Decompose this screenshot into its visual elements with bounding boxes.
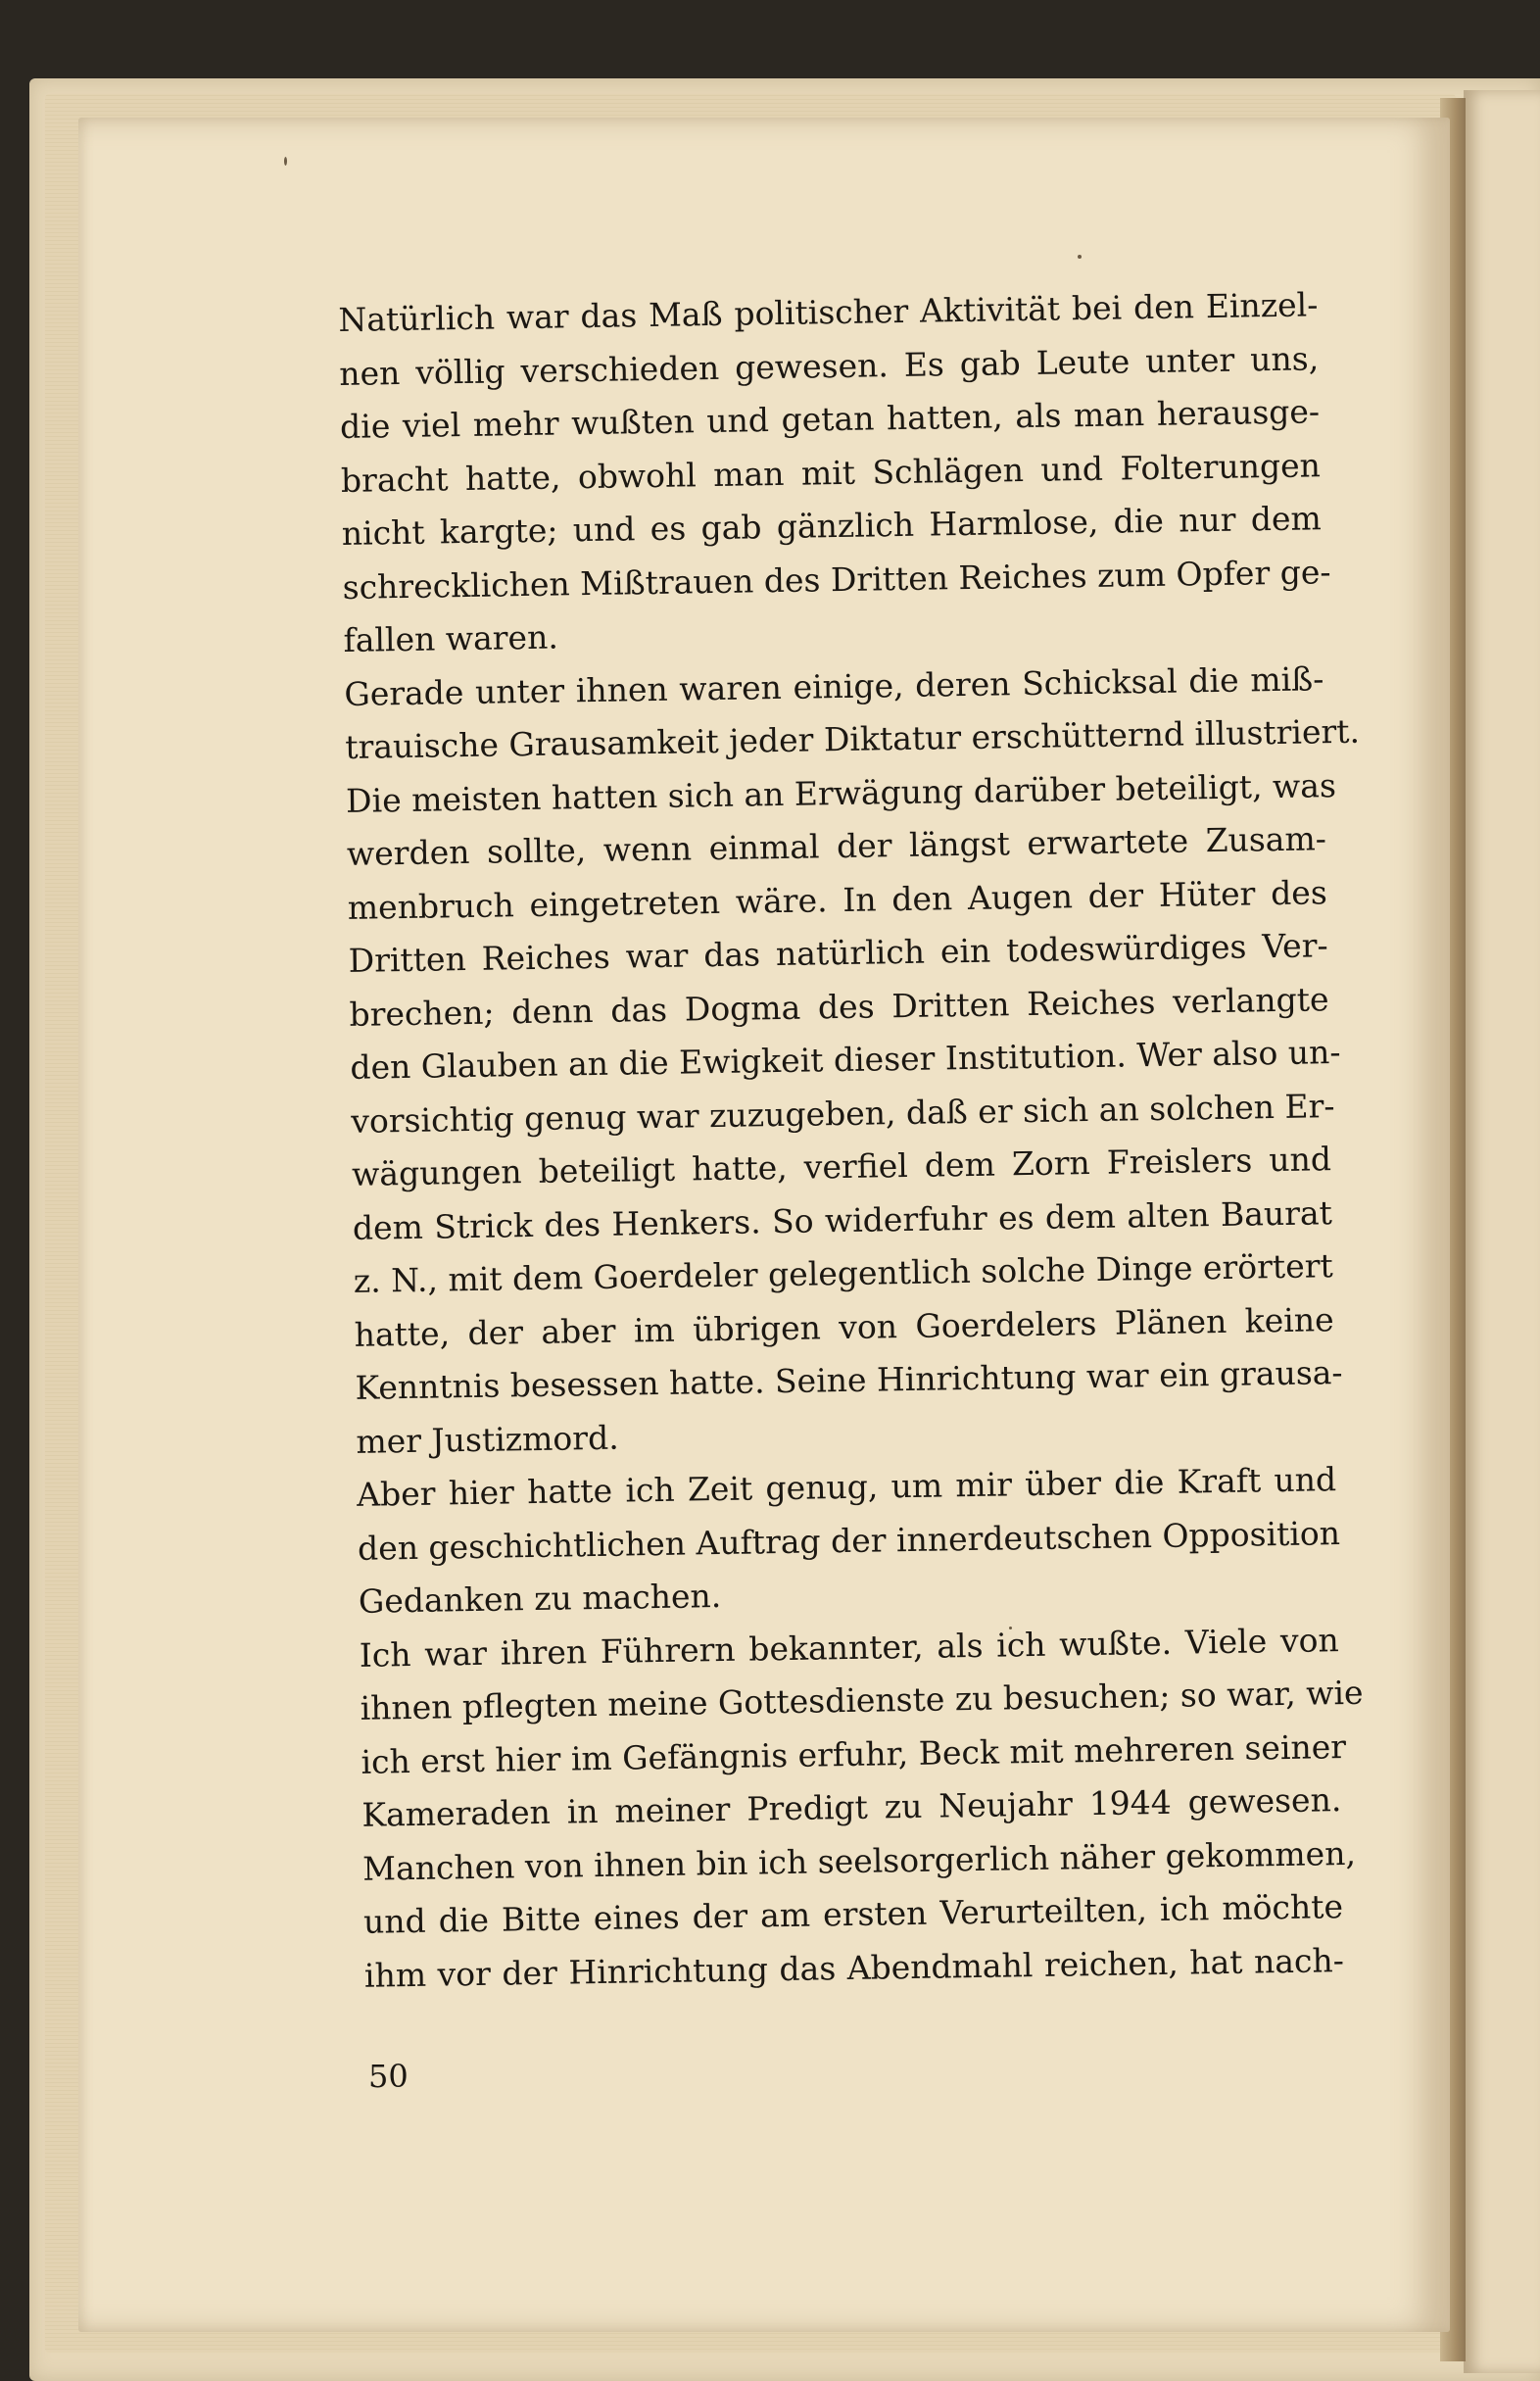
text-line: bracht hatte, obwohl man mit Schlägen und Folterungen [340,445,1322,500]
text-line: ihm vor der Hinrichtung das Abendmahl reichen, hat nach- [363,1940,1345,1995]
text-line: nicht kargte; und es gab gänzlich Harmlose, die nur dem [341,499,1323,553]
facing-page-edge [1464,90,1540,2373]
text-line: die viel mehr wußten und getan hatten, als man herausge- [339,392,1321,446]
text-line: Gedanken zu machen. [358,1577,722,1621]
page-number: 50 [368,2058,409,2095]
text-line: dem Strick des Henkers. So widerfuhr es dem alten Baurat [352,1192,1333,1247]
text-line: nen völlig verschieden gewesen. Es gab Leute unter uns, [338,338,1320,393]
text-line: Die meisten hatten sich an Erwägung darüber beteiligt, was [345,765,1337,820]
text-line: Aber hier hatte ich Zeit genug, um mir über die Kraft und [356,1460,1337,1514]
text-line: fallen waren. [343,617,559,659]
text-line: und die Bitte eines der am ersten Verurteilten, ich möchte [362,1887,1344,1941]
text-line: brechen; denn das Dogma des Dritten Reiches verlangte [349,979,1329,1034]
text-line: menbruch eingetreten wäre. In den Augen der Hüter des [347,872,1328,927]
text-line: den Glauben an die Ewigkeit dieser Institution. Wer also un- [350,1033,1341,1087]
body-text [338,278,1364,2002]
text-line: vorsichtig genug war zuzugeben, daß er sich an solchen Er- [350,1086,1335,1141]
text-line: Kenntnis besessen hatte. Seine Hinrichtung war ein grausa- [355,1353,1343,1407]
text-line: Kameraden in meiner Predigt zu Neujahr 1944 gewesen. [361,1780,1342,1834]
text-line: wägungen beteiligt hatte, verfiel dem Zorn Freislers und [351,1140,1332,1193]
text-line: Dritten Reiches war das natürlich ein todeswürdiges Ver- [348,926,1328,980]
text-line: trauische Grausamkeit jeder Diktatur erschütternd illustriert. [344,711,1361,766]
text-line: ihnen pflegten meine Gottesdienste zu besuchen; so war, wie [360,1673,1364,1727]
text-line: schrecklichen Mißtrauen des Dritten Reiches zum Opfer ge- [342,552,1331,607]
text-line: Natürlich war das Maß politischer Aktivität bei den Einzel- [338,285,1319,339]
text-line: ich erst hier im Gefängnis erfuhr, Beck mit mehreren seiner [361,1726,1347,1781]
text-line: den geschichtlichen Auftrag der innerdeutschen Opposition [357,1513,1341,1568]
text-line: Gerade unter ihnen waren einige, deren Schicksal die miß- [344,658,1324,713]
text-line: hatte, der aber im übrigen von Goerdelers Plänen keine [354,1299,1334,1354]
text-line: werden sollte, wenn einmal der längst erwartete Zusam- [346,819,1327,873]
text-line: Manchen von ihnen bin ich seelsorgerlich näher gekommen, [361,1833,1357,1888]
text-line: Ich war ihren Führern bekannter, als ich wußte. Viele von [359,1620,1340,1675]
text-line: z. N., mit dem Goerdeler gelegentlich solche Dinge erörtert [353,1246,1334,1300]
text-line: mer Justizmord. [356,1418,619,1461]
